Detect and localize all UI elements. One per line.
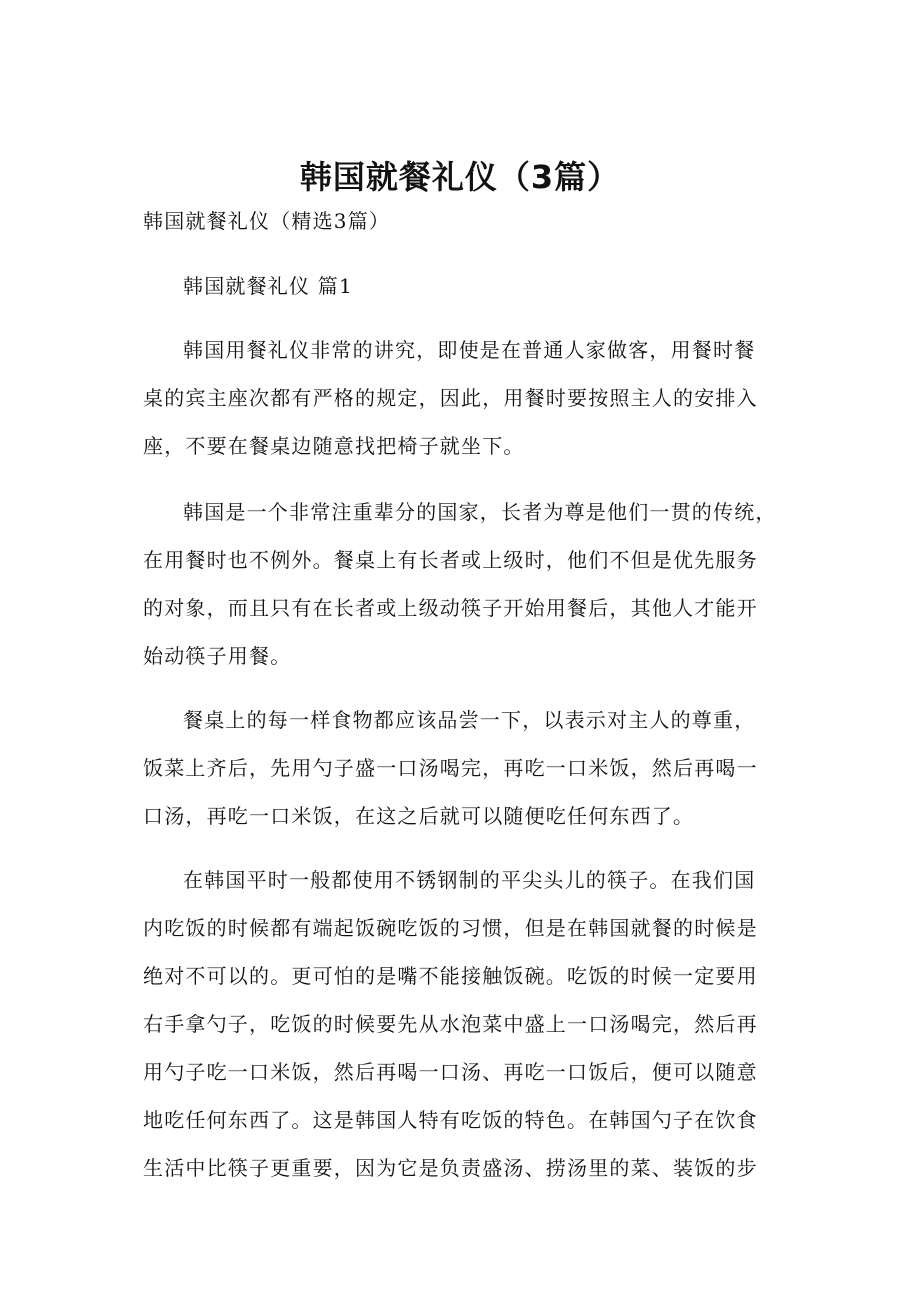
paragraph-4-line: 内吃饭的时候都有端起饭碗吃饭的习惯，但是在韩国就餐的时候是 (143, 916, 758, 940)
paragraph-3-line: 饭菜上齐后，先用勺子盛一口汤喝完，再吃一口米饭，然后再喝一 (143, 756, 758, 780)
paragraph-1-line: 座，不要在餐桌边随意找把椅子就坐下。 (143, 434, 525, 458)
paragraph-1-line: 桌的宾主座次都有严格的规定，因此，用餐时要按照主人的安排入 (143, 386, 758, 410)
paragraph-4-line: 用勺子吃一口米饭，然后再喝一口汤、再吃一口饭后，便可以随意 (143, 1060, 758, 1084)
paragraph-3-line: 口汤，再吃一口米饭，在这之后就可以随便吃任何东西了。 (143, 804, 695, 828)
paragraph-3-line: 餐桌上的每一样食物都应该品尝一下，以表示对主人的尊重， (183, 708, 756, 732)
paragraph-2-line: 始动筷子用餐。 (143, 644, 292, 668)
paragraph-4-line: 绝对不可以的。更可怕的是嘴不能接触饭碗。吃饭的时候一定要用 (143, 964, 758, 988)
paragraph-1-line: 韩国用餐礼仪非常的讲究，即使是在普通人家做客，用餐时餐 (183, 338, 756, 362)
paragraph-2-line: 韩国是一个非常注重辈分的国家，长者为尊是他们一贯的传统， (183, 500, 777, 524)
document-title: 韩国就餐礼仪（3篇） (299, 158, 621, 196)
paragraph-2-line: 的对象，而且只有在长者或上级动筷子开始用餐后，其他人才能开 (143, 596, 758, 620)
paragraph-2-line: 在用餐时也不例外。餐桌上有长者或上级时，他们不但是优先服务 (143, 548, 758, 572)
section-heading: 韩国就餐礼仪 篇1 (183, 274, 353, 298)
paragraph-4-line: 地吃任何东西了。这是韩国人特有吃饭的特色。在韩国勺子在饮食 (143, 1108, 758, 1132)
paragraph-4-line: 生活中比筷子更重要，因为它是负责盛汤、捞汤里的菜、装饭的步 (143, 1156, 758, 1180)
paragraph-4-line: 右手拿勺子，吃饭的时候要先从水泡菜中盛上一口汤喝完，然后再 (143, 1012, 758, 1036)
paragraph-4-line: 在韩国平时一般都使用不锈钢制的平尖头儿的筷子。在我们国 (183, 868, 756, 892)
document-subtitle: 韩国就餐礼仪（精选3篇） (143, 209, 391, 233)
